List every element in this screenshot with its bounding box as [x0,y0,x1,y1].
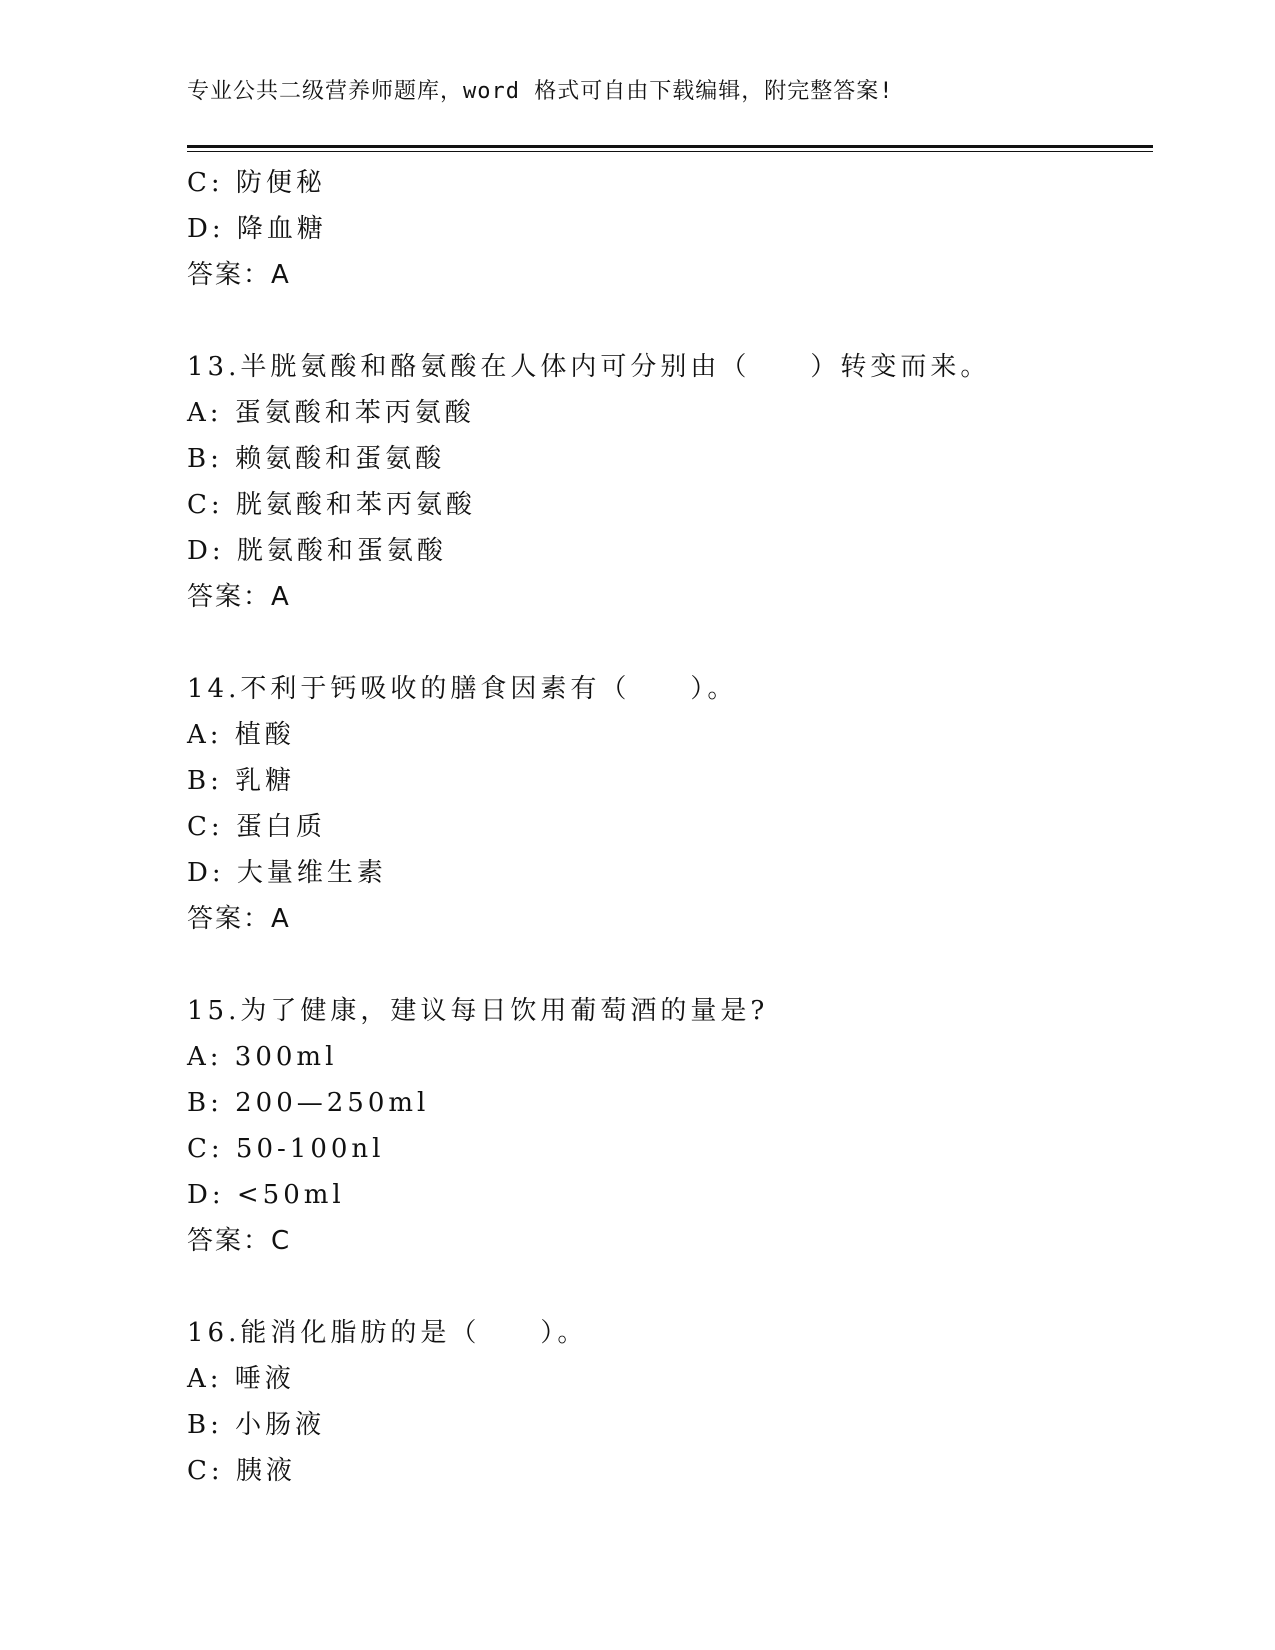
question-text: 13.半胱氨酸和酪氨酸在人体内可分别由（ ）转变而来。 [187,352,991,382]
option-b: B: 乳糖 [187,766,296,796]
option-a: A: 300ml [187,1042,338,1072]
question-block [187,666,1147,942]
option-b: B: 200—250ml [187,1088,430,1118]
question-text: 15.为了健康，建议每日饮用葡萄酒的量是? [187,996,769,1026]
option-b: B: 小肠液 [187,1410,326,1440]
question-block [187,344,1147,620]
question-text: 14.不利于钙吸收的膳食因素有（ ）。 [187,674,738,704]
spacer [187,620,1147,666]
option-d: D: <50ml [187,1180,345,1210]
question-block [187,1310,1147,1494]
option-b: B: 赖氨酸和蛋氨酸 [187,444,446,474]
option-c: C: 50-100nl [187,1134,385,1164]
spacer [187,298,1147,344]
question-block [187,160,1147,298]
option-a: A: 蛋氨酸和苯丙氨酸 [187,398,475,428]
option-c: C: 蛋白质 [187,812,326,842]
header-divider-thin [187,151,1153,152]
answer-line: 答案：A [187,904,291,934]
answer-line: 答案：C [187,1226,292,1256]
spacer [187,942,1147,988]
page-header: 专业公共二级营养师题库，word 格式可自由下载编辑，附完整答案! [187,79,894,104]
option-c: C: 防便秘 [187,168,326,198]
question-block [187,988,1147,1264]
answer-line: 答案：A [187,582,291,612]
option-a: A: 植酸 [187,720,295,750]
spacer [187,1264,1147,1310]
option-c: C: 胰液 [187,1456,296,1486]
option-d: D: 胱氨酸和蛋氨酸 [187,536,447,566]
header-divider-thick [187,145,1153,148]
option-d: D: 降血糖 [187,214,327,244]
answer-line: 答案：A [187,260,291,290]
question-text: 16.能消化脂肪的是（ ）。 [187,1318,588,1348]
option-a: A: 唾液 [187,1364,295,1394]
option-d: D: 大量维生素 [187,858,387,888]
question-list [187,160,1147,1494]
option-c: C: 胱氨酸和苯丙氨酸 [187,490,476,520]
